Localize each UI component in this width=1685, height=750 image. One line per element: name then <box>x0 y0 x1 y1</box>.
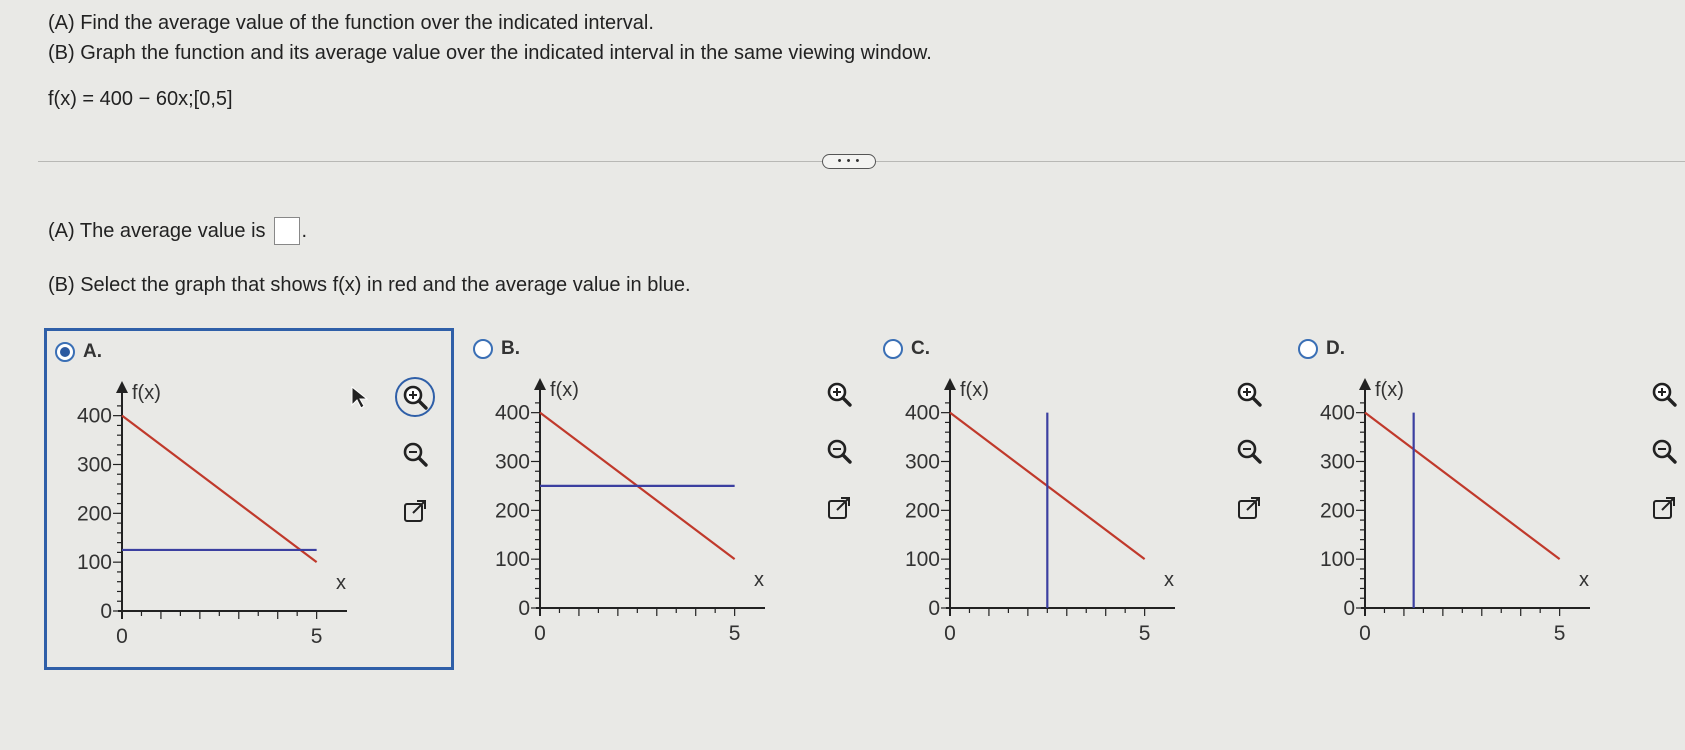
x-tick-label: 5 <box>1138 622 1151 645</box>
question-line-a: (A) Find the average value of the function over the indicated interval. <box>48 12 654 34</box>
zoom-out-icon <box>824 436 854 466</box>
part-a-prompt <box>48 217 307 245</box>
question-line-b: (B) Graph the function and its average value over the indicated interval in the same viewing window. <box>48 42 932 64</box>
option-b-label: B. <box>501 338 520 359</box>
open-in-new-window-icon <box>824 493 854 523</box>
option-a-open-in-new-window-button[interactable] <box>395 491 435 531</box>
y-tick-label: 200 <box>76 502 112 526</box>
option-a-zoom-in-button[interactable] <box>395 377 435 417</box>
y-axis-arrow-icon <box>944 378 956 390</box>
radio-selected-dot <box>60 347 70 357</box>
y-tick-label: 400 <box>76 404 112 428</box>
average-value-input[interactable] <box>274 217 300 245</box>
y-tick-label: 100 <box>76 551 112 575</box>
x-axis-label: x <box>1579 569 1589 591</box>
x-tick-label: 0 <box>944 622 956 645</box>
y-tick-label: 0 <box>1343 597 1355 620</box>
option-a-graph <box>47 371 347 671</box>
y-axis-arrow-icon <box>116 381 128 393</box>
open-in-new-window-icon <box>1649 493 1679 523</box>
y-tick-label: 300 <box>494 450 530 474</box>
option-b-zoom-out-button[interactable] <box>819 431 859 471</box>
y-tick-label: 100 <box>494 548 530 572</box>
y-tick-label: 400 <box>904 401 940 425</box>
x-tick-label: 5 <box>728 622 741 645</box>
y-tick-label: 100 <box>1319 548 1355 572</box>
x-axis-label: x <box>754 569 764 591</box>
magnifier-handle <box>843 398 850 405</box>
option-d[interactable] <box>1290 328 1685 670</box>
magnifier-handle <box>419 401 426 408</box>
y-tick-label: 300 <box>1319 450 1355 474</box>
y-tick-label: 300 <box>904 450 940 474</box>
option-b-radio[interactable] <box>473 339 493 359</box>
mouse-pointer-icon <box>350 385 370 411</box>
option-c-tools <box>1229 374 1273 545</box>
part-b-prompt: (B) Select the graph that shows f(x) in red and the average value in blue. <box>48 274 691 296</box>
function-line <box>1365 413 1560 560</box>
y-tick-label: 300 <box>76 453 112 477</box>
zoom-out-icon <box>1649 436 1679 466</box>
zoom-in-icon <box>400 382 430 412</box>
y-tick-label: 100 <box>904 548 940 572</box>
option-a-radio-row[interactable] <box>55 341 102 363</box>
option-c-graph <box>875 368 1175 668</box>
zoom-out-icon <box>400 439 430 469</box>
open-in-new-window-icon <box>1234 493 1264 523</box>
y-tick-label: 0 <box>518 597 530 620</box>
option-c-radio[interactable] <box>883 339 903 359</box>
option-a-zoom-out-button[interactable] <box>395 434 435 474</box>
option-d-zoom-out-button[interactable] <box>1644 431 1684 471</box>
y-tick-label: 0 <box>100 600 112 623</box>
y-tick-label: 0 <box>928 597 940 620</box>
y-axis-label: f(x) <box>132 382 161 404</box>
function-line <box>122 416 317 563</box>
y-tick-label: 200 <box>494 499 530 523</box>
option-c-zoom-in-button[interactable] <box>1229 374 1269 414</box>
y-axis-label: f(x) <box>1375 379 1404 401</box>
function-definition: f(x) = 400 − 60x;[0,5] <box>48 88 233 110</box>
option-c-zoom-out-button[interactable] <box>1229 431 1269 471</box>
x-tick-label: 0 <box>534 622 546 645</box>
option-d-radio[interactable] <box>1298 339 1318 359</box>
zoom-in-icon <box>824 379 854 409</box>
y-tick-label: 200 <box>1319 499 1355 523</box>
y-axis-arrow-icon <box>1359 378 1371 390</box>
option-b-graph <box>465 368 765 668</box>
option-a-radio[interactable] <box>55 342 75 362</box>
zoom-in-icon <box>1234 379 1264 409</box>
option-a-label: A. <box>83 341 102 362</box>
option-d-zoom-in-button[interactable] <box>1644 374 1684 414</box>
option-b[interactable] <box>465 328 875 670</box>
part-a-period: . <box>301 219 308 242</box>
magnifier-handle <box>1668 398 1675 405</box>
y-axis-label: f(x) <box>960 379 989 401</box>
option-c-radio-row[interactable] <box>883 338 930 360</box>
option-d-radio-row[interactable] <box>1298 338 1345 360</box>
part-a-text: (A) The average value is <box>48 219 266 242</box>
zoom-out-icon <box>1234 436 1264 466</box>
x-axis-label: x <box>1164 569 1174 591</box>
y-tick-label: 400 <box>1319 401 1355 425</box>
option-d-graph <box>1290 368 1590 668</box>
x-tick-label: 5 <box>310 625 323 648</box>
x-tick-label: 0 <box>116 625 128 648</box>
option-a-tools <box>395 377 439 548</box>
option-c-label: C. <box>911 338 930 359</box>
y-tick-label: 400 <box>494 401 530 425</box>
option-c-open-in-new-window-button[interactable] <box>1229 488 1269 528</box>
y-axis-arrow-icon <box>534 378 546 390</box>
open-in-new-window-icon <box>400 496 430 526</box>
x-axis-label: x <box>336 572 346 594</box>
option-b-open-in-new-window-button[interactable] <box>819 488 859 528</box>
y-tick-label: 200 <box>904 499 940 523</box>
option-d-open-in-new-window-button[interactable] <box>1644 488 1684 528</box>
option-c[interactable] <box>875 328 1285 670</box>
option-b-tools <box>819 374 863 545</box>
option-d-label: D. <box>1326 338 1345 359</box>
option-d-tools <box>1644 374 1685 545</box>
y-axis-label: f(x) <box>550 379 579 401</box>
option-b-zoom-in-button[interactable] <box>819 374 859 414</box>
magnifier-handle <box>419 458 426 465</box>
option-b-radio-row[interactable] <box>473 338 520 360</box>
magnifier-handle <box>843 455 850 462</box>
option-a[interactable] <box>44 328 454 670</box>
more-button[interactable]: • • • <box>822 154 876 169</box>
zoom-in-icon <box>1649 379 1679 409</box>
magnifier-handle <box>1253 455 1260 462</box>
magnifier-handle <box>1668 455 1675 462</box>
magnifier-handle <box>1253 398 1260 405</box>
x-tick-label: 5 <box>1553 622 1566 645</box>
x-tick-label: 0 <box>1359 622 1371 645</box>
